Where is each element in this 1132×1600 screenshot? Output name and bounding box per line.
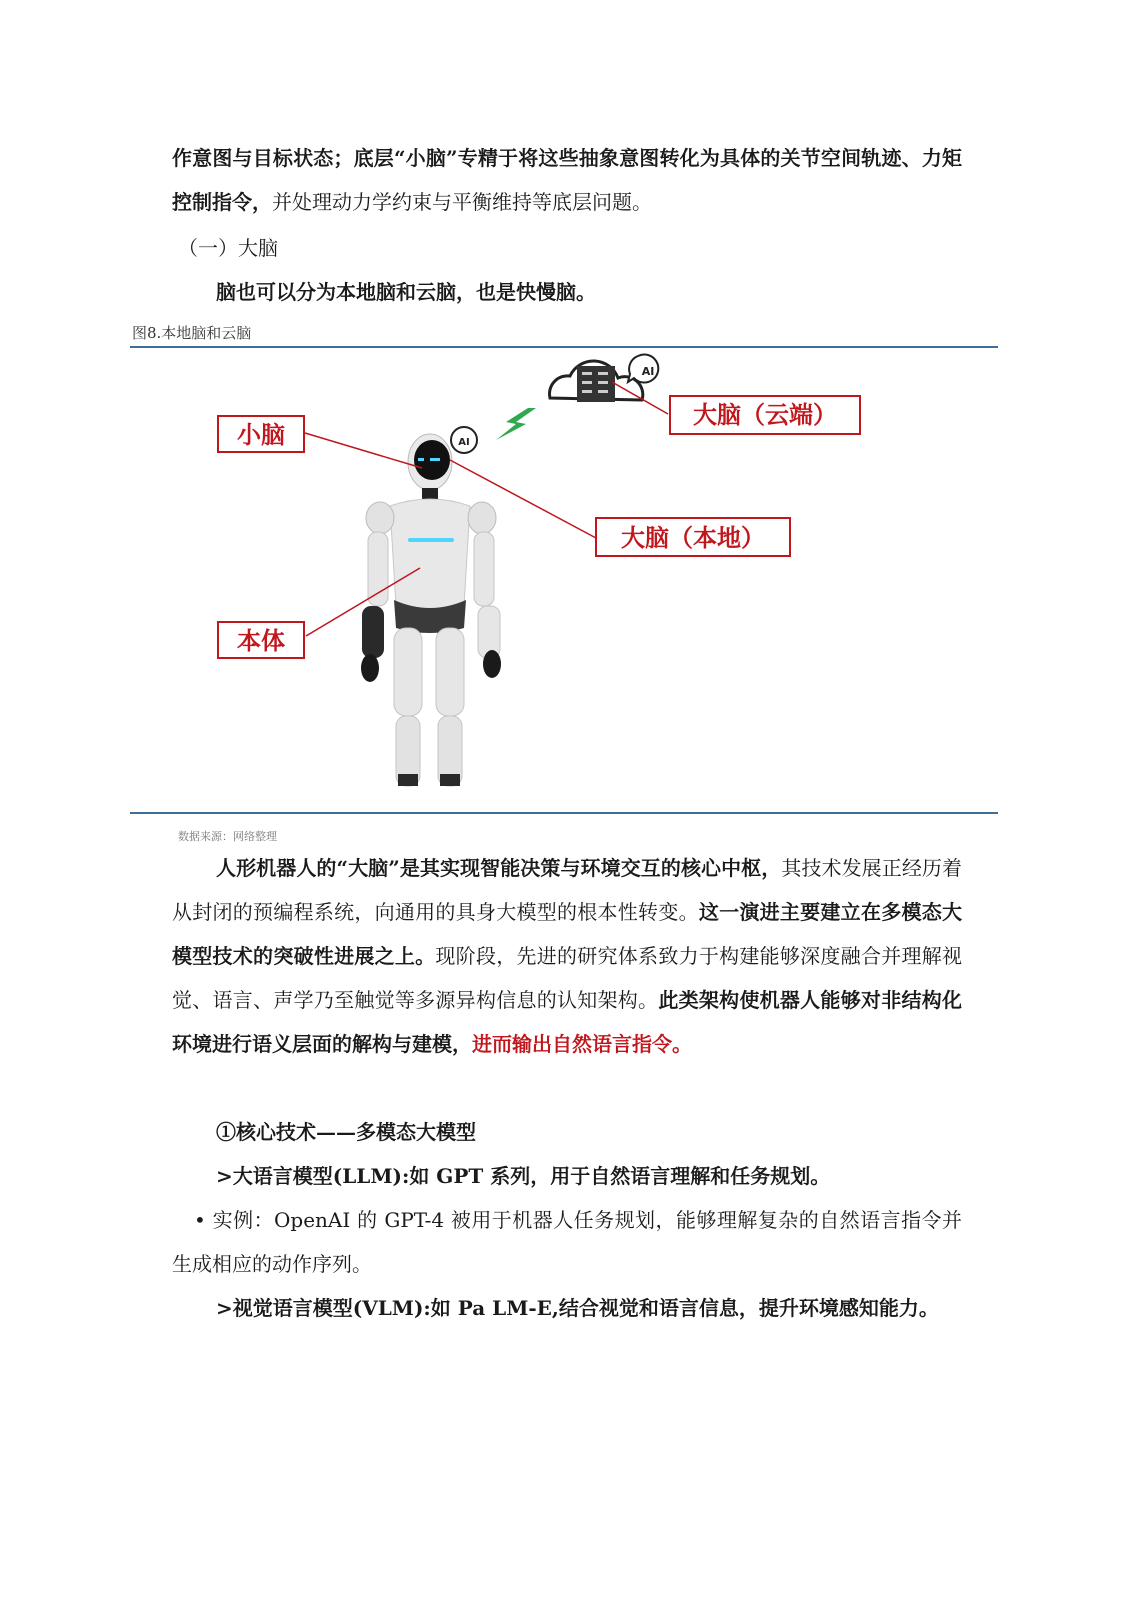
lightning-icon — [496, 408, 536, 440]
ai-head-badge-icon — [451, 427, 477, 453]
label-body — [218, 622, 304, 658]
figure-top-rule — [130, 346, 998, 348]
ai-head-badge-text: AI — [458, 437, 470, 448]
brain-desc-s5: 此类架构使机器人能够对非结构化环境进行语义层面的解构与建模， — [172, 988, 963, 1056]
brain-description-paragraph — [172, 846, 962, 1066]
figure-bottom-rule — [130, 812, 998, 814]
ai-cloud-badge-text: AI — [641, 365, 655, 378]
llm-item: >大语言模型(LLM):如 GPT 系列，用于自然语言理解和任务规划。 — [216, 1164, 831, 1188]
label-local-brain — [596, 518, 790, 556]
figure-illustration — [130, 350, 998, 822]
core-tech-heading: ①核心技术——多模态大模型 — [216, 1120, 476, 1144]
intro-line1: 作意图与目标状态；底层“小脑”专精于将这些抽象意图转化为具体的关节空间 — [172, 146, 862, 170]
brain-desc-s2: 其技术发展正经历着从封闭的预编程系统，向通用的具身大模型的根本性转变。 — [172, 856, 963, 924]
brain-desc-s4: 现阶段，先进的研究体系致力于构建能够深度融合并理解视觉、语言、声学乃至触觉等多源异构信息的认知架构。 — [172, 944, 963, 1012]
intro-paragraph — [172, 136, 962, 224]
brain-desc-s3: 这一演进主要建立在多模态大模型技术的突破性进展之上。 — [172, 900, 963, 968]
figure-source: 数据来源：网络整理 — [178, 830, 277, 843]
label-cloud-brain — [670, 396, 860, 434]
ai-cloud-badge-icon — [628, 355, 658, 383]
humanoid-robot — [361, 427, 501, 786]
brain-summary: 脑也可以分为本地脑和云脑，也是快慢脑。 — [216, 280, 596, 304]
label-cerebellum-text: 小脑 — [237, 421, 285, 449]
brain-desc-s1: 人形机器人的“大脑”是其实现智能决策与环境交互的核心中枢， — [216, 856, 782, 880]
section-heading: （一）大脑 — [178, 236, 278, 260]
vlm-item: >视觉语言模型(VLM):如 Pa LM-E,结合视觉和语言信息，提升环境感知能力。 — [216, 1296, 939, 1320]
label-local-brain-text: 大脑（本地） — [621, 524, 765, 552]
intro-line2-rest: 并处理动力学约束与平衡维持等底层问题。 — [272, 190, 652, 214]
intro-line2-bold: 轨迹、力矩控制指令， — [172, 146, 962, 214]
label-cerebellum — [218, 416, 304, 452]
figure-caption: 图8.本地脑和云脑 — [132, 324, 252, 342]
brain-desc-s6: 进而输出自然语言指令。 — [472, 1032, 692, 1056]
label-body-text: 本体 — [237, 627, 285, 655]
label-cloud-brain-text: 大脑（云端） — [693, 401, 837, 429]
example-item: • 实例：OpenAI 的 GPT-4 被用于机器人任务规划，能够理解复杂的自然语言指令并生成相应的动作序列。 — [172, 1208, 962, 1276]
